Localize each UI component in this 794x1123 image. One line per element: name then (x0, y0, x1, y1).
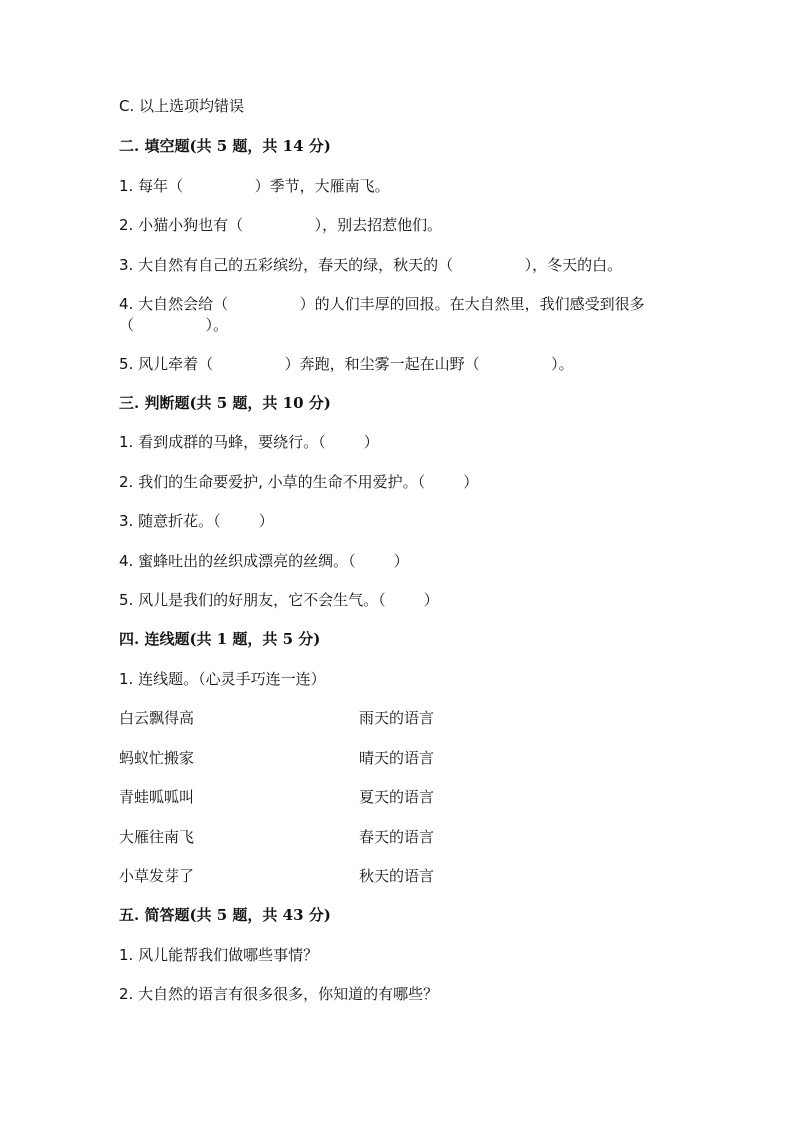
section-heading-short-answer: 五. 简答题(共 5 题，共 43 分) (119, 906, 331, 924)
match-right-item: 晴天的语言 (359, 749, 435, 767)
match-right-item: 雨天的语言 (359, 709, 435, 727)
judge-question-5: 5. 风儿是我们的好朋友，它不会生气。（ ） (119, 591, 439, 609)
match-left-item: 青蛙呱呱叫 (119, 788, 195, 806)
match-left-item: 白云飘得高 (119, 709, 195, 727)
judge-question-3: 3. 随意折花。（ ） (119, 512, 274, 530)
section-heading-match: 四. 连线题(共 1 题，共 5 分) (119, 630, 321, 648)
judge-question-4: 4. 蜜蜂吐出的丝织成漂亮的丝绸。（ ） (119, 552, 409, 570)
match-right-item: 夏天的语言 (359, 788, 435, 806)
match-left-item: 大雁往南飞 (119, 828, 195, 846)
judge-question-1: 1. 看到成群的马蜂，要绕行。（ ） (119, 433, 379, 451)
match-right-item: 秋天的语言 (359, 867, 435, 885)
section-heading-fill-blank: 二. 填空题(共 5 题，共 14 分) (119, 137, 331, 155)
judge-question-2: 2. 我们的生命要爱护, 小草的生命不用爱护。（ ） (119, 473, 479, 491)
fill-blank-question-1: 1. 每年（ ）季节，大雁南飞。 (119, 177, 390, 195)
section-heading-judge: 三. 判断题(共 5 题，共 10 分) (119, 394, 331, 412)
match-right-item: 春天的语言 (359, 828, 435, 846)
fill-blank-question-4-line-1: 4. 大自然会给（ ）的人们丰厚的回报。在大自然里，我们感受到很多 (119, 295, 645, 313)
short-answer-question-2: 2. 大自然的语言有很多很多，你知道的有哪些？ (119, 985, 439, 1003)
match-question-1: 1. 连线题。（心灵手巧连一连） (119, 670, 326, 688)
short-answer-question-1: 1. 风儿能帮我们做哪些事情？ (119, 946, 319, 964)
match-left-item: 小草发芽了 (119, 867, 195, 885)
fill-blank-question-5: 5. 风儿牵着（ ）奔跑，和尘雾一起在山野（ ）。 (119, 355, 574, 373)
fill-blank-question-3: 3. 大自然有自己的五彩缤纷，春天的绿，秋天的（ ），冬天的白。 (119, 256, 623, 274)
match-left-item: 蚂蚁忙搬家 (119, 749, 195, 767)
prev-option-c: C. 以上选项均错误 (119, 97, 245, 115)
fill-blank-question-4-line-2: （ ）。 (119, 316, 229, 334)
fill-blank-question-2: 2. 小猫小狗也有（ ），别去招惹他们。 (119, 216, 443, 234)
